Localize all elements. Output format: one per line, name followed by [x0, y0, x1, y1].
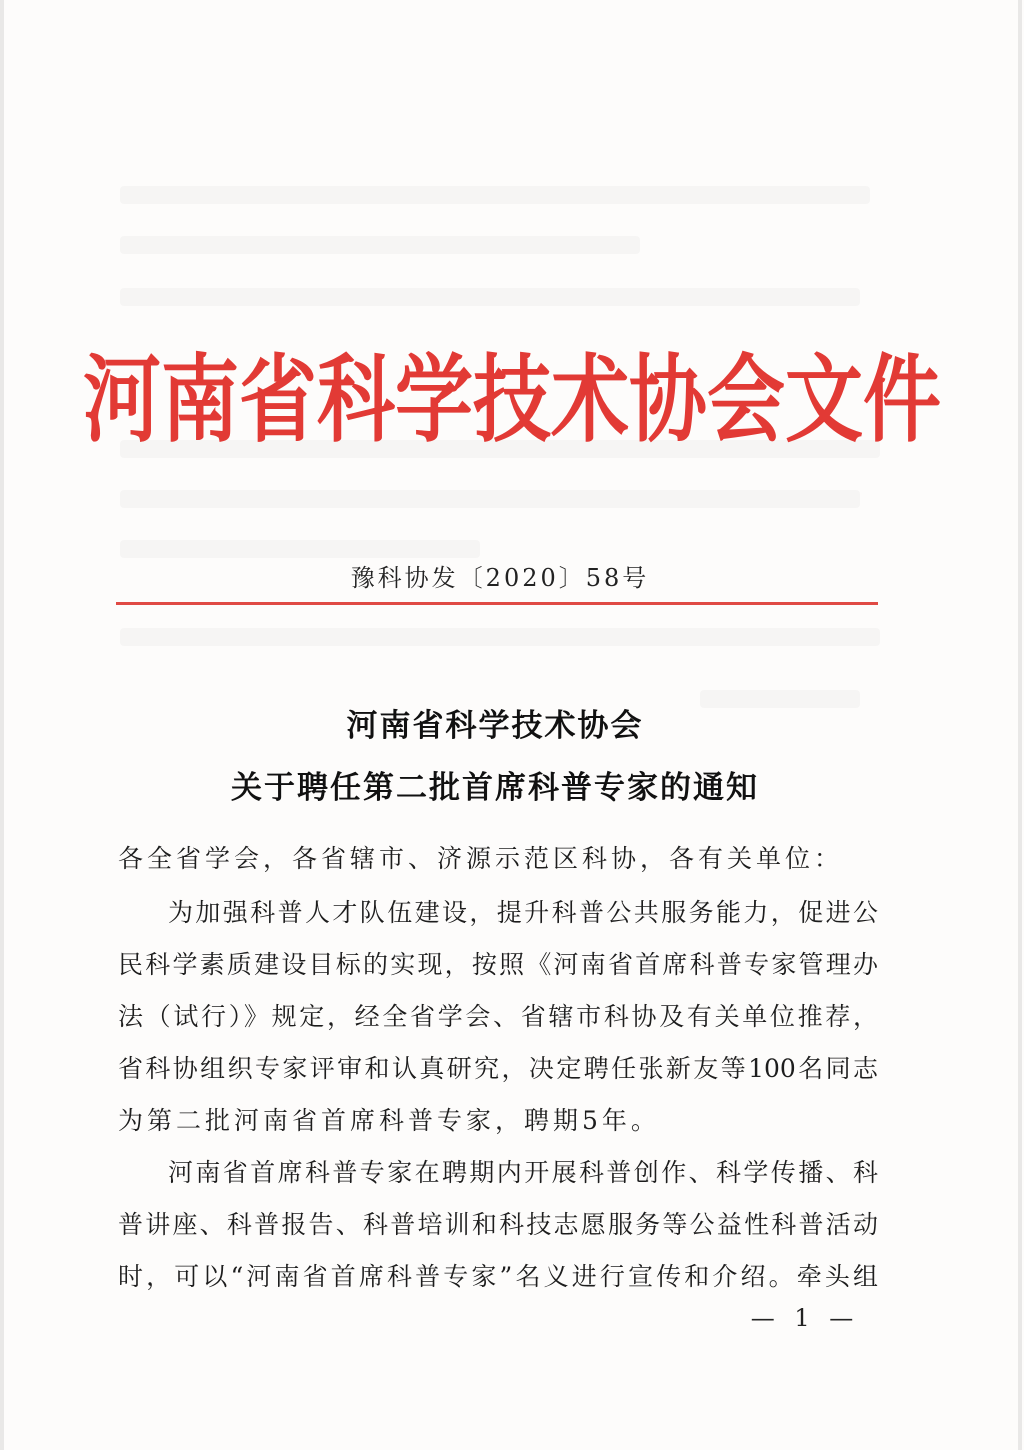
notice-title-line-2: 关于聘任第二批首席科普专家的通知 [231, 770, 759, 806]
paragraph-2-line-3: 时，可以“河南省首席科普专家”名义进行宣传和介绍。牵头组 [118, 1262, 878, 1291]
salutation: 各全省学会，各省辖市、济源示范区科协，各有关单位： [118, 844, 844, 873]
paragraph-2-line-1: 河南省首席科普专家在聘期内开展科普创作、科学传播、科 [168, 1158, 878, 1187]
paragraph-1-line-4: 省科协组织专家评审和认真研究，决定聘任张新友等100名同志 [118, 1054, 878, 1083]
document-masthead: 河南省科学技术协会文件 [82, 346, 941, 456]
document-number: 豫科协发〔2020〕58号 [350, 564, 650, 592]
paragraph-1-line-3: 法（试行）》规定，经全省学会、省辖市科协及有关单位推荐， [118, 1002, 878, 1031]
red-divider-line [116, 602, 878, 605]
notice-title-line-1: 河南省科学技术协会 [346, 708, 644, 744]
paragraph-1-line-1: 为加强科普人才队伍建设，提升科普公共服务能力，促进公 [168, 898, 878, 927]
paragraph-2-line-2: 普讲座、科普报告、科普培训和科技志愿服务等公益性科普活动 [118, 1210, 878, 1239]
paragraph-1-line-2: 民科学素质建设目标的实现，按照《河南省首席科普专家管理办 [118, 950, 878, 979]
page-number: — 1 — [750, 1304, 860, 1332]
paragraph-1-line-5: 为第二批河南省首席科普专家，聘期5年。 [118, 1106, 660, 1135]
